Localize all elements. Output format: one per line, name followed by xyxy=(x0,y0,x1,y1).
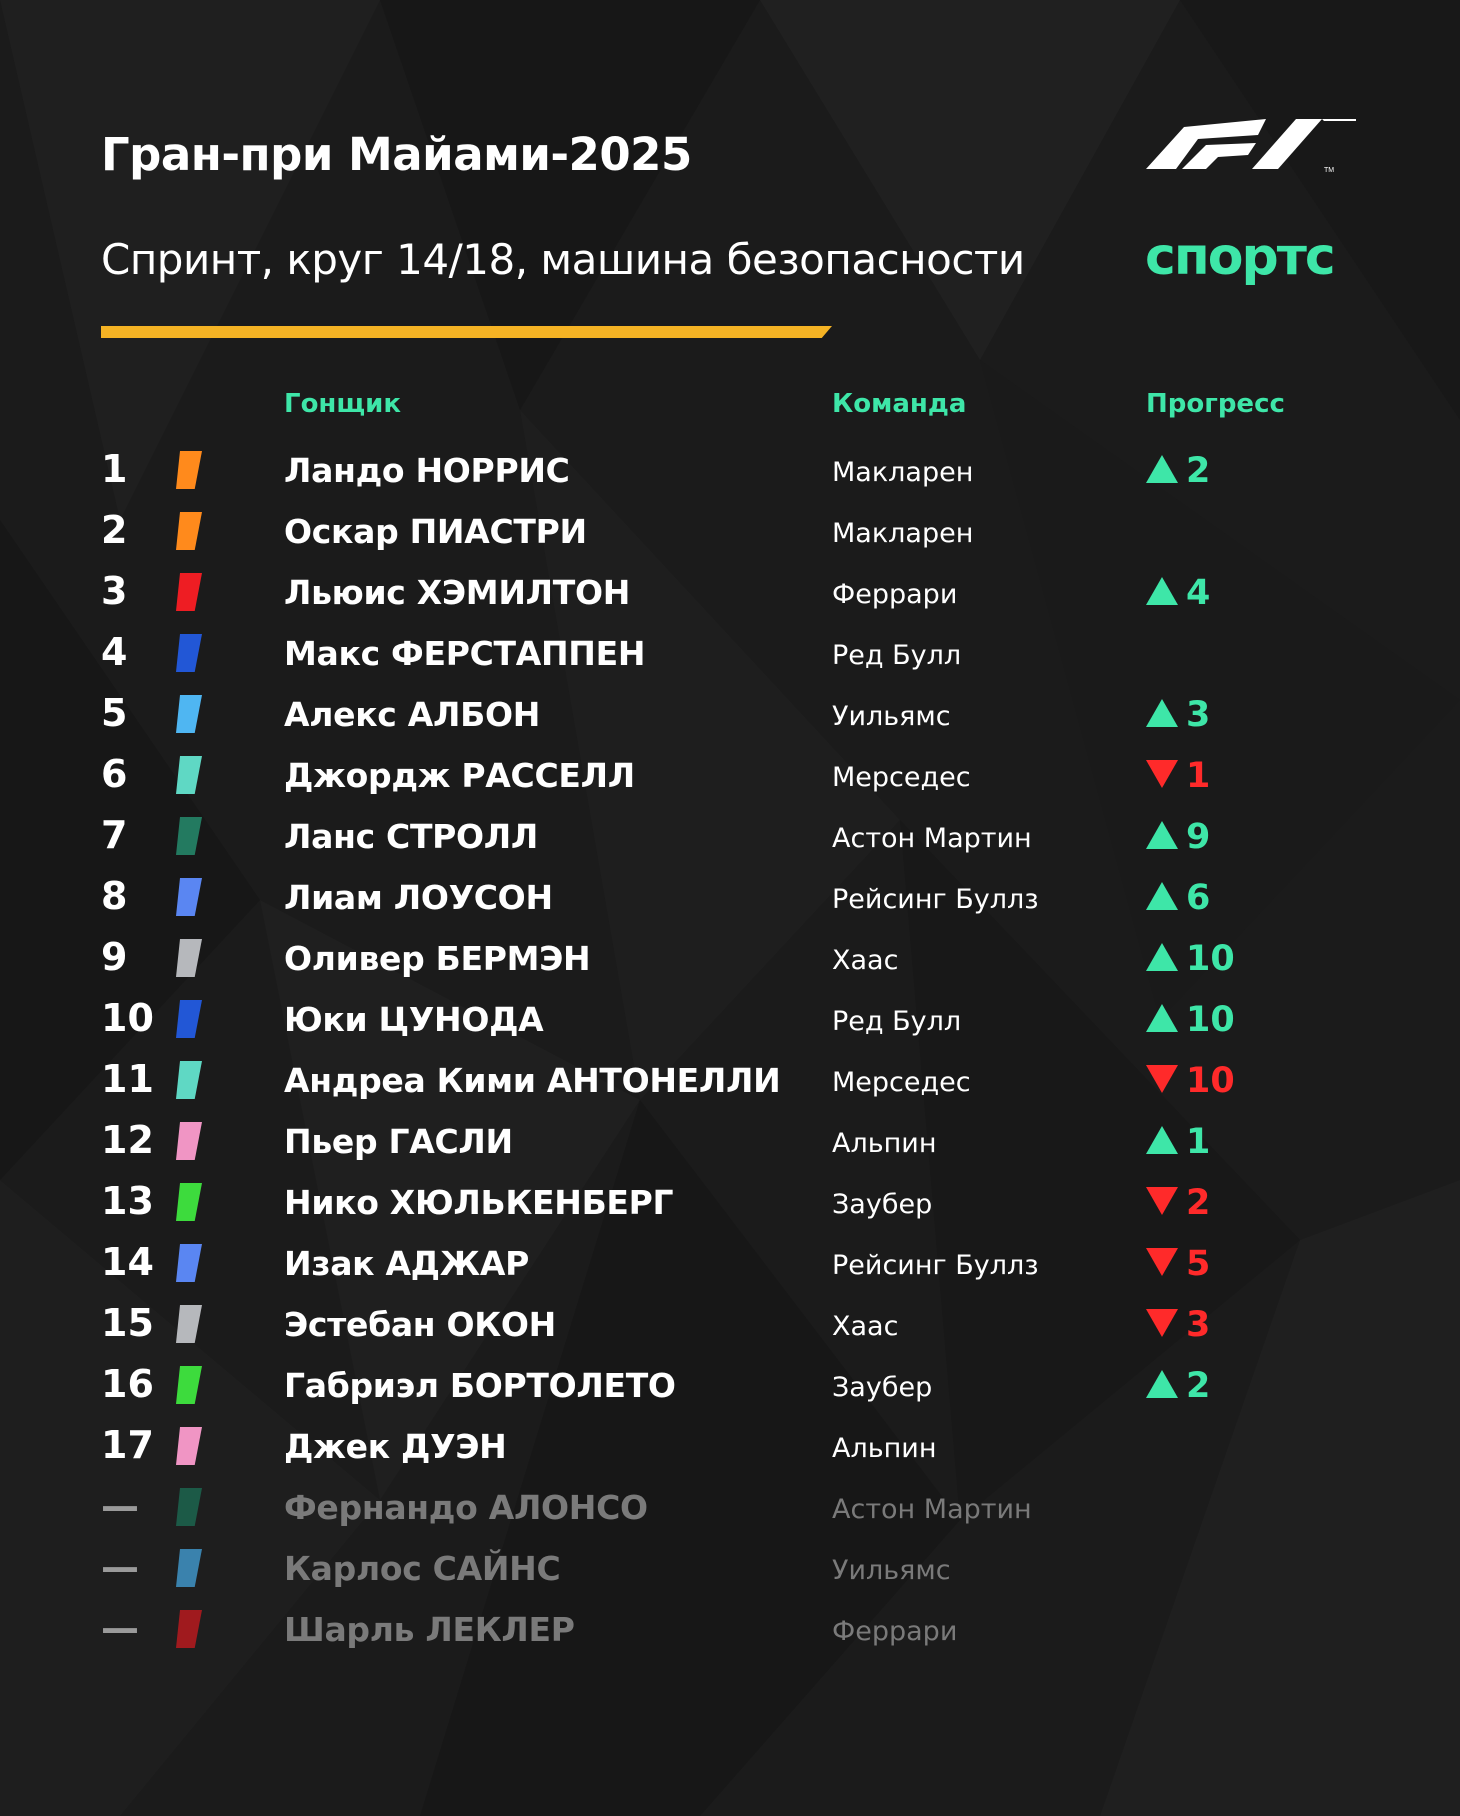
team-name: Альпин xyxy=(832,1128,937,1159)
team-color-chip xyxy=(176,695,202,733)
table-row xyxy=(0,1118,1460,1174)
arrow-up-icon xyxy=(1146,455,1178,483)
driver-name: Эстебан ОКОН xyxy=(284,1305,556,1344)
team-name: Астон Мартин xyxy=(832,1494,1032,1525)
team-name: Астон Мартин xyxy=(832,823,1032,854)
driver-name: Оскар ПИАСТРИ xyxy=(284,512,587,551)
position-number: 6 xyxy=(101,752,128,796)
arrow-down-icon xyxy=(1146,1248,1178,1276)
position-change xyxy=(1146,817,1210,857)
team-color-chip xyxy=(176,939,202,977)
table-row xyxy=(0,996,1460,1052)
team-color-chip xyxy=(176,1000,202,1038)
driver-name: Лиам ЛОУСОН xyxy=(284,878,553,917)
team-name: Мерседес xyxy=(832,762,971,793)
team-color-chip xyxy=(176,1549,202,1587)
position-change xyxy=(1146,878,1210,918)
table-row xyxy=(0,691,1460,747)
arrow-up-icon xyxy=(1146,1370,1178,1398)
driver-name: Джордж РАССЕЛЛ xyxy=(284,756,635,795)
arrow-up-icon xyxy=(1146,821,1178,849)
position-number: 1 xyxy=(101,447,128,491)
position-change xyxy=(1146,451,1210,491)
team-name: Рейсинг Буллз xyxy=(832,884,1039,915)
team-color-chip xyxy=(176,451,202,489)
position-change-value: 10 xyxy=(1186,1000,1235,1040)
arrow-up-icon xyxy=(1146,699,1178,727)
position-number: 7 xyxy=(101,813,128,857)
team-name: Ред Булл xyxy=(832,1006,962,1037)
driver-name: Макс ФЕРСТАППЕН xyxy=(284,634,646,673)
position-change xyxy=(1146,1061,1235,1101)
arrow-up-icon xyxy=(1146,943,1178,971)
team-color-chip xyxy=(176,1244,202,1282)
team-color-chip xyxy=(176,634,202,672)
position-number: 13 xyxy=(101,1179,154,1223)
driver-name: Карлос САЙНС xyxy=(284,1549,561,1588)
position-number: 2 xyxy=(101,508,128,552)
team-name: Альпин xyxy=(832,1433,937,1464)
team-color-chip xyxy=(176,1183,202,1221)
arrow-down-icon xyxy=(1146,1309,1178,1337)
team-name: Уильямс xyxy=(832,701,951,732)
position-number: 11 xyxy=(101,1057,154,1101)
position-number: — xyxy=(101,1484,139,1528)
position-number: 4 xyxy=(101,630,128,674)
table-row xyxy=(0,752,1460,808)
position-change-value: 5 xyxy=(1186,1244,1211,1284)
team-color-chip xyxy=(176,817,202,855)
team-name: Хаас xyxy=(832,1311,899,1342)
driver-name: Нико ХЮЛЬКЕНБЕРГ xyxy=(284,1183,674,1222)
driver-name: Юки ЦУНОДА xyxy=(284,1000,544,1039)
position-change-value: 3 xyxy=(1186,1305,1211,1345)
position-number: 12 xyxy=(101,1118,154,1162)
position-change-value: 10 xyxy=(1186,1061,1235,1101)
driver-name: Оливер БЕРМЭН xyxy=(284,939,591,978)
table-row xyxy=(0,935,1460,991)
position-number: 16 xyxy=(101,1362,154,1406)
position-change-value: 2 xyxy=(1186,1366,1211,1406)
position-number: — xyxy=(101,1606,139,1650)
position-change xyxy=(1146,695,1210,735)
team-color-chip xyxy=(176,1122,202,1160)
position-change xyxy=(1146,573,1210,613)
driver-name: Льюис ХЭМИЛТОН xyxy=(284,573,631,612)
driver-name: Фернандо АЛОНСО xyxy=(284,1488,648,1527)
position-change-value: 9 xyxy=(1186,817,1211,857)
team-name: Хаас xyxy=(832,945,899,976)
table-row xyxy=(0,447,1460,503)
team-color-chip xyxy=(176,1488,202,1526)
driver-name: Джек ДУЭН xyxy=(284,1427,507,1466)
table-row xyxy=(0,569,1460,625)
team-color-chip xyxy=(176,1366,202,1404)
position-number: 3 xyxy=(101,569,128,613)
column-header-driver: Гонщик xyxy=(284,389,401,419)
table-row xyxy=(0,1179,1460,1235)
table-row xyxy=(0,813,1460,869)
arrow-up-icon xyxy=(1146,1004,1178,1032)
team-name: Макларен xyxy=(832,518,974,549)
team-color-chip xyxy=(176,512,202,550)
column-header-team: Команда xyxy=(832,389,967,419)
position-change-value: 4 xyxy=(1186,573,1211,613)
position-change-value: 1 xyxy=(1186,1122,1211,1162)
table-row xyxy=(0,874,1460,930)
table-row xyxy=(0,1423,1460,1479)
table-row xyxy=(0,1606,1460,1662)
arrow-up-icon xyxy=(1146,577,1178,605)
team-name: Заубер xyxy=(832,1189,933,1220)
position-change-value: 2 xyxy=(1186,1183,1211,1223)
team-name: Заубер xyxy=(832,1372,933,1403)
team-color-chip xyxy=(176,878,202,916)
table-row xyxy=(0,1057,1460,1113)
column-header-progress: Прогресс xyxy=(1146,389,1285,419)
position-number: 8 xyxy=(101,874,128,918)
position-change xyxy=(1146,1366,1210,1406)
team-color-chip xyxy=(176,1061,202,1099)
sport-logo: спортс xyxy=(1145,227,1334,287)
position-number: 14 xyxy=(101,1240,154,1284)
team-name: Феррари xyxy=(832,1616,958,1647)
arrow-down-icon xyxy=(1146,1187,1178,1215)
team-name: Макларен xyxy=(832,457,974,488)
page-subtitle: Спринт, круг 14/18, машина безопасности xyxy=(101,235,1025,284)
f1-logo-icon xyxy=(1146,117,1356,175)
position-change xyxy=(1146,939,1235,979)
driver-name: Габриэл БОРТОЛЕТО xyxy=(284,1366,676,1405)
position-change xyxy=(1146,1122,1210,1162)
position-change xyxy=(1146,1000,1235,1040)
position-change-value: 3 xyxy=(1186,695,1211,735)
team-name: Уильямс xyxy=(832,1555,951,1586)
table-row xyxy=(0,1301,1460,1357)
arrow-up-icon xyxy=(1146,882,1178,910)
team-name: Феррари xyxy=(832,579,958,610)
table-row xyxy=(0,1240,1460,1296)
table-row xyxy=(0,630,1460,686)
team-color-chip xyxy=(176,756,202,794)
position-number: 15 xyxy=(101,1301,154,1345)
team-name: Мерседес xyxy=(832,1067,971,1098)
position-change xyxy=(1146,756,1210,796)
accent-bar xyxy=(101,326,832,338)
position-change xyxy=(1146,1183,1210,1223)
driver-name: Андреа Кими АНТОНЕЛЛИ xyxy=(284,1061,781,1100)
position-number: 17 xyxy=(101,1423,154,1467)
driver-name: Шарль ЛЕКЛЕР xyxy=(284,1610,575,1649)
team-color-chip xyxy=(176,1427,202,1465)
team-color-chip xyxy=(176,1610,202,1648)
position-change-value: 1 xyxy=(1186,756,1211,796)
driver-name: Алекс АЛБОН xyxy=(284,695,541,734)
position-change-value: 10 xyxy=(1186,939,1235,979)
driver-name: Ландо НОРРИС xyxy=(284,451,570,490)
svg-text:TM: TM xyxy=(1324,167,1335,174)
page-title: Гран-при Майами-2025 xyxy=(101,128,692,181)
table-row xyxy=(0,1545,1460,1601)
table-row xyxy=(0,1362,1460,1418)
position-number: — xyxy=(101,1545,139,1589)
position-change-value: 6 xyxy=(1186,878,1211,918)
position-number: 10 xyxy=(101,996,154,1040)
team-name: Рейсинг Буллз xyxy=(832,1250,1039,1281)
arrow-up-icon xyxy=(1146,1126,1178,1154)
arrow-down-icon xyxy=(1146,1065,1178,1093)
driver-name: Изак АДЖАР xyxy=(284,1244,529,1283)
team-color-chip xyxy=(176,1305,202,1343)
arrow-down-icon xyxy=(1146,760,1178,788)
position-number: 5 xyxy=(101,691,128,735)
position-change xyxy=(1146,1305,1210,1345)
position-change-value: 2 xyxy=(1186,451,1211,491)
driver-name: Пьер ГАСЛИ xyxy=(284,1122,513,1161)
team-name: Ред Булл xyxy=(832,640,962,671)
table-row xyxy=(0,508,1460,564)
position-change xyxy=(1146,1244,1210,1284)
position-number: 9 xyxy=(101,935,128,979)
table-row xyxy=(0,1484,1460,1540)
driver-name: Ланс СТРОЛЛ xyxy=(284,817,539,856)
team-color-chip xyxy=(176,573,202,611)
